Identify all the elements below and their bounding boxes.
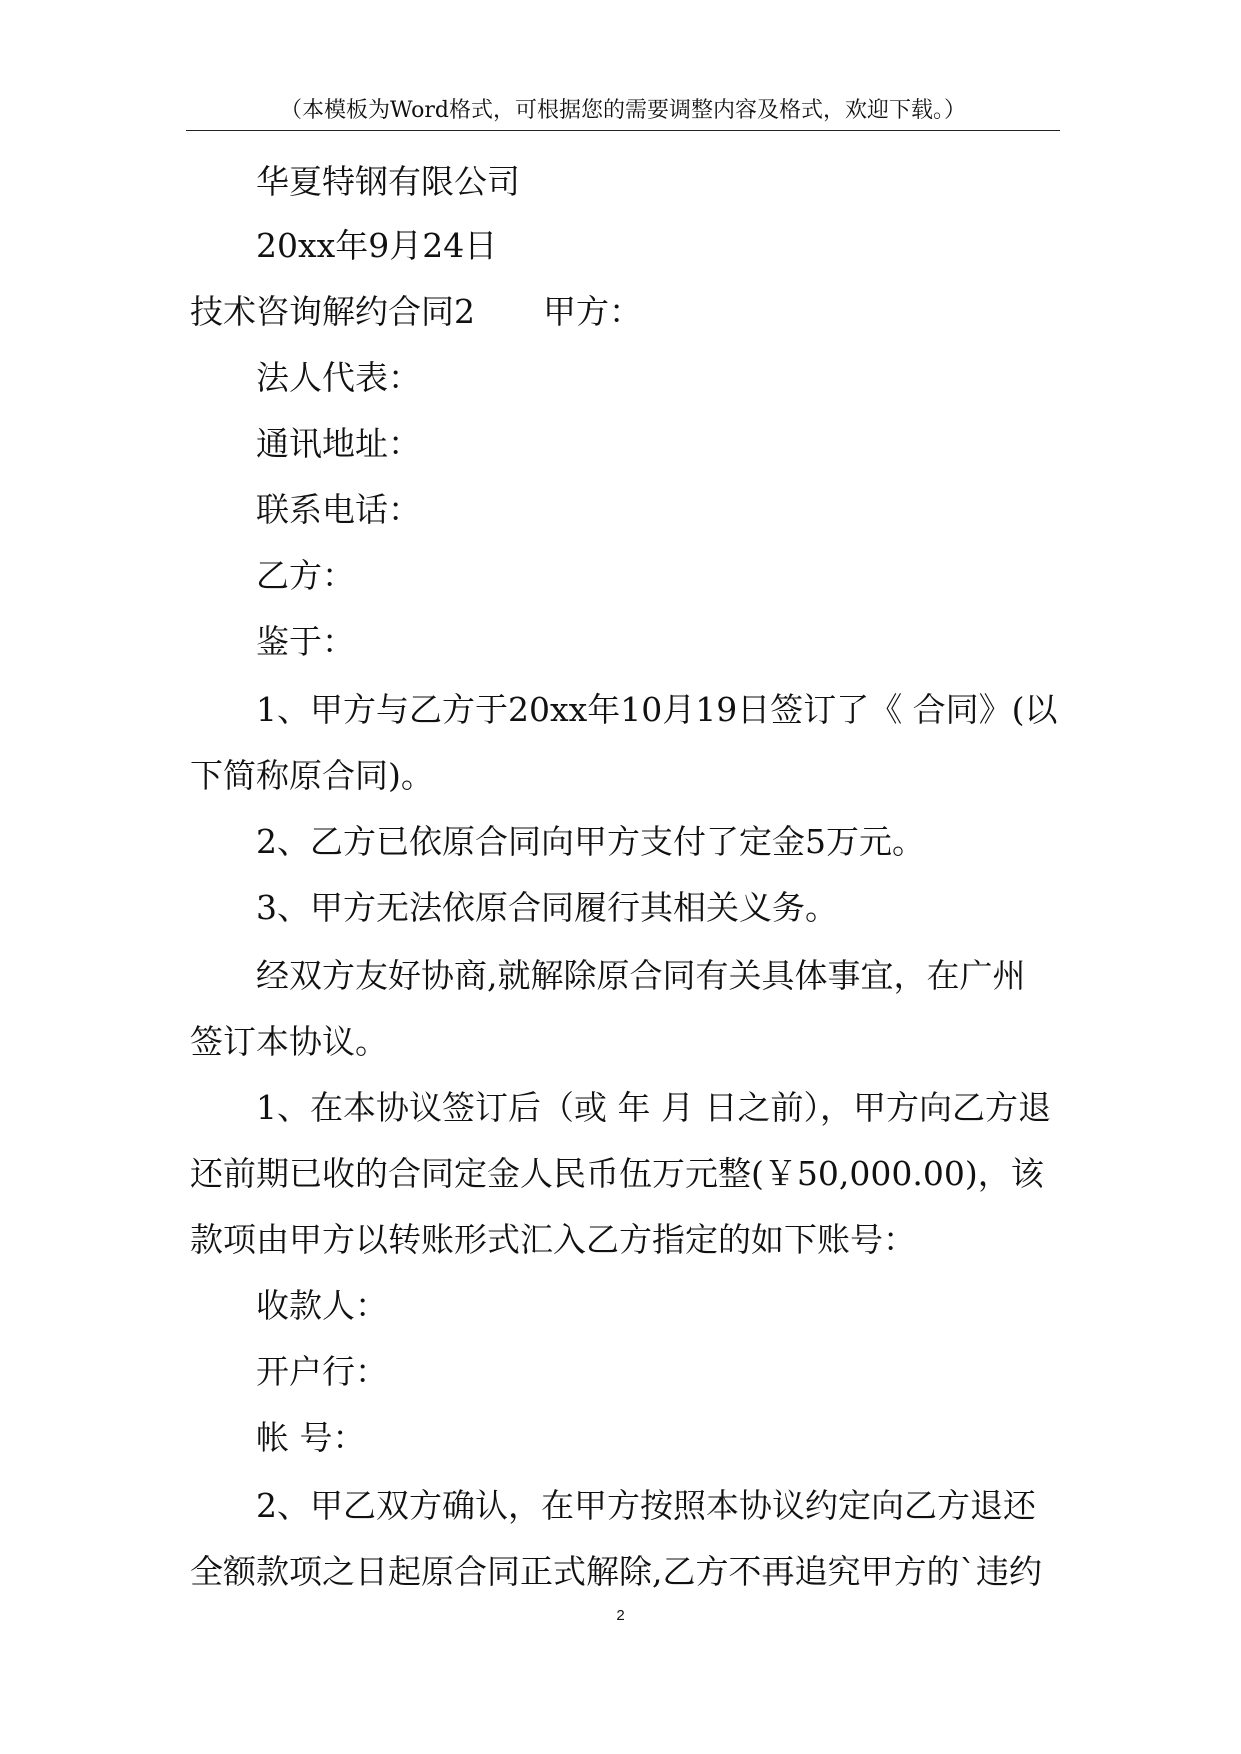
- phone-label: 联系电话：: [256, 490, 421, 529]
- address-label: 通讯地址：: [256, 424, 421, 463]
- whereas-label: 鉴于：: [256, 622, 355, 661]
- clause-2-line-2: 全额款项之日起原合同正式解除,乙方不再追究甲方的`违约: [190, 1552, 1042, 1591]
- bank-label: 开户行：: [256, 1352, 388, 1391]
- whereas-item-1-line-2: 下简称原合同)。: [190, 756, 434, 795]
- header-divider: [186, 130, 1060, 131]
- party-b-label: 乙方：: [256, 556, 355, 595]
- account-label: 帐 号：: [256, 1418, 366, 1457]
- whereas-item-1-line-1: 1、甲方与乙方于20xx年10月19日签订了《 合同》(以: [256, 690, 1058, 729]
- whereas-item-2: 2、乙方已依原合同向甲方支付了定金5万元。: [256, 822, 925, 861]
- signing-date: 20xx年9月24日: [256, 226, 498, 265]
- company-name: 华夏特钢有限公司: [256, 162, 520, 201]
- consultation-paragraph-line-2: 签订本协议。: [190, 1022, 388, 1061]
- clause-1-line-2: 还前期已收的合同定金人民币伍万元整(￥50,000.00)，该: [190, 1154, 1044, 1193]
- clause-2-line-1: 2、甲乙双方确认，在甲方按照本协议约定向乙方退还: [256, 1486, 1036, 1525]
- legal-representative-label: 法人代表：: [256, 358, 421, 397]
- contract-title-line: [190, 290, 642, 334]
- template-header-note: （本模板为Word格式，可根据您的需要调整内容及格式，欢迎下载。）: [280, 98, 966, 123]
- clause-1-line-1: 1、在本协议签订后（或 年 月 日之前），甲方向乙方退: [256, 1088, 1051, 1127]
- page-number: 2: [616, 1607, 625, 1624]
- consultation-paragraph-line-1: 经双方友好协商,就解除原合同有关具体事宜，在广州: [256, 956, 1026, 995]
- whereas-item-3: 3、甲方无法依原合同履行其相关义务。: [256, 888, 838, 927]
- payee-label: 收款人：: [256, 1286, 388, 1325]
- contract-title: 技术咨询解约合同2: [190, 292, 475, 331]
- party-a-label: 甲方：: [543, 292, 642, 331]
- clause-1-line-3: 款项由甲方以转账形式汇入乙方指定的如下账号：: [190, 1220, 916, 1259]
